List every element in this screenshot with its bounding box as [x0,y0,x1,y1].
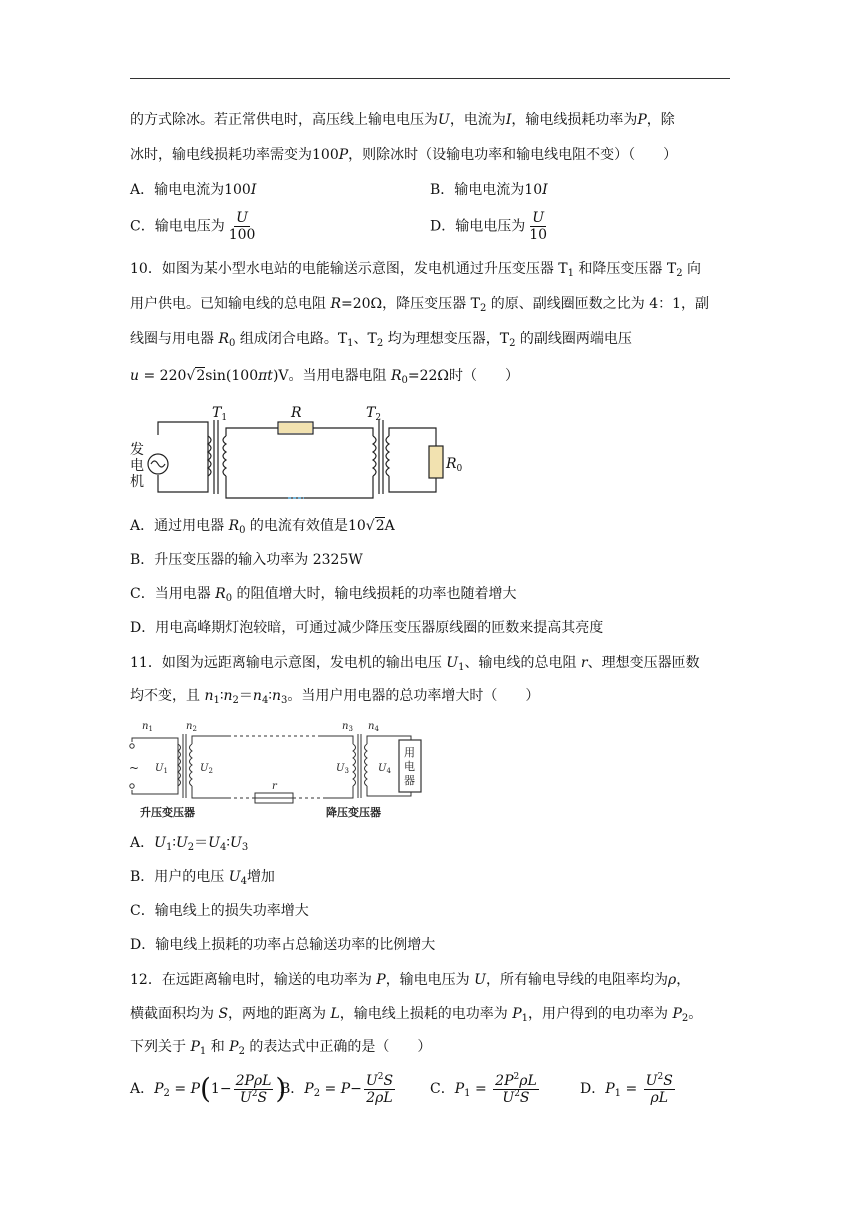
step-down-label: 降压变压器 [326,806,381,819]
q10-option-b[interactable]: B．升压变压器的输入功率为 2325W [130,552,363,568]
q10-stem-line4: u = 220√2sin(100πt)V。当用电器电阻 $R_0=22\Omega$时（ ） [130,368,520,386]
r0-label: $R_0$ [446,456,463,474]
q12-stem-line3: 下列关于 $P_1$ 和 $P_2$ 的表达式中正确的是（ ） [130,1039,432,1057]
load-label-1: 用 [404,746,415,759]
n2-label: $n_2$ [186,721,197,733]
load-label-3: 器 [404,774,415,787]
fraction: $\frac{U}{100}$ [228,210,256,243]
fraction: $\frac{2P^2\rho L}{U^2S}$ [495,1071,537,1106]
header-rule [130,78,730,79]
r-label: r [272,781,277,792]
q10-stem-line1: 10．如图为某小型水电站的电能输送示意图，发电机通过升压变压器 $T_1$ 和降压变压器 $T_2$ 向 [130,261,702,279]
q9-option-d[interactable]: D．输电电压为 $\frac{U}{10}$ [430,210,548,243]
fraction: $\frac{\text{2PρL}}{U^2S}$ [235,1072,272,1106]
fraction: $\frac{U^2S}{\rho L}$ [645,1071,673,1106]
u3-label: $U_3$ [336,763,349,775]
generator-label-2: 电 [130,458,144,474]
q11-option-b[interactable]: B．用户的电压 $U_4$增加 [130,869,275,887]
q10-option-d[interactable]: D．用电高峰期灯泡较暗，可通过减少降压变压器原线圈的匝数来提高其亮度 [130,620,604,636]
n3-label: $n_3$ [342,721,353,733]
q9-option-b[interactable]: B．输电电流为10I [430,182,548,198]
r-label: R [291,405,302,421]
n1-label: $n_1$ [142,721,153,733]
u2-label: $U_2$ [200,763,213,775]
t1-label: $T_1$ [212,405,228,423]
q9-stem-line2: 冰时，输电线损耗功率需变为100P，则除冰时（设输电功率和输电线电阻不变）（ ） [130,147,678,163]
q12-stem-line2: 横截面积均为 S，两地的距离为 L，输电线上损耗的电功率为 $P_1$，用户得到的电功率为 $P_2$。 [130,1006,703,1024]
q11-option-d[interactable]: D．输电线上损耗的功率占总输送功率的比例增大 [130,937,436,953]
q10-stem-line3: 线圈与用电器 $R_0$ 组成闭合电路。$T_1$、$T_2$ 均为理想变压器，$T_2$ 的副线圈两端电压 [130,331,632,349]
q12-option-d[interactable]: D．$P_1$ = $\frac{U^2S}{\rho L}$ [580,1071,673,1106]
q12-stem-line1: 12．在远距离输电时，输送的电功率为 P，输电电压为 U，所有输电导线的电阻率均为ρ， [130,972,691,988]
q12-option-a[interactable]: A．$P_2 = P(1-$ $\frac{\text{2PρL}}{U^2S}$ ) [130,1072,287,1106]
step-up-label: 升压变压器 [140,806,195,819]
q12-option-c[interactable]: C．$P_1$ = $\frac{2P^2\rho L}{U^2S}$ [430,1071,537,1106]
q11-stem-line2: 均不变，且 $n_1∶n_2=n_4∶n_3$。当用户用电器的总功率增大时（ ） [130,688,540,706]
q12-option-b[interactable]: B．$P_2 = P-$ $\frac{U^2S}{2\rho L}$ [280,1071,394,1106]
q11-stem-line1: 11．如图为远距离输电示意图，发电机的输出电压 $U_1$、输电线的总电阻 r、理想变压器匝数 [130,655,700,673]
generator-label-1: 发 [130,442,144,458]
load-label-2: 电 [404,760,415,773]
u1-label: $U_1$ [155,763,168,775]
fraction: $\frac{U^2S}{2\rho L}$ [365,1071,394,1106]
q11-option-a[interactable]: A．$U_1∶U_2=U_4∶U_3$ [130,835,249,853]
q11-circuit-diagram [128,716,428,820]
q10-stem-line2: 用户供电。已知输电线的总电阻 R=20Ω，降压变压器 $T_2$ 的原、副线圈匝数之比为 4：1，副 [130,296,710,314]
t2-label: $T_2$ [366,405,382,423]
q10-option-c[interactable]: C．当用电器 $R_0$ 的阻值增大时，输电线损耗的功率也随着增大 [130,586,517,604]
q9-option-a[interactable]: A．输电电流为100I [130,182,257,198]
q10-option-a[interactable]: A．通过用电器 $R_0$ 的电流有效值是10√2A [130,518,395,536]
fraction: $\frac{U}{10}$ [529,210,548,243]
q9-stem-line1: 的方式除冰。若正常供电时，高压线上输电电压为U，电流为I，输电线损耗功率为P，除 [130,112,675,128]
n4-label: $n_4$ [368,721,379,733]
ac-source-icon: ~ [129,761,140,775]
q10-circuit-diagram [128,402,468,504]
q9-option-c[interactable]: C．输电电压为 $\frac{U}{100}$ [130,210,256,243]
generator-label-3: 机 [130,474,144,490]
u4-label: $U_4$ [378,763,391,775]
q11-option-c[interactable]: C．输电线上的损失功率增大 [130,903,309,919]
